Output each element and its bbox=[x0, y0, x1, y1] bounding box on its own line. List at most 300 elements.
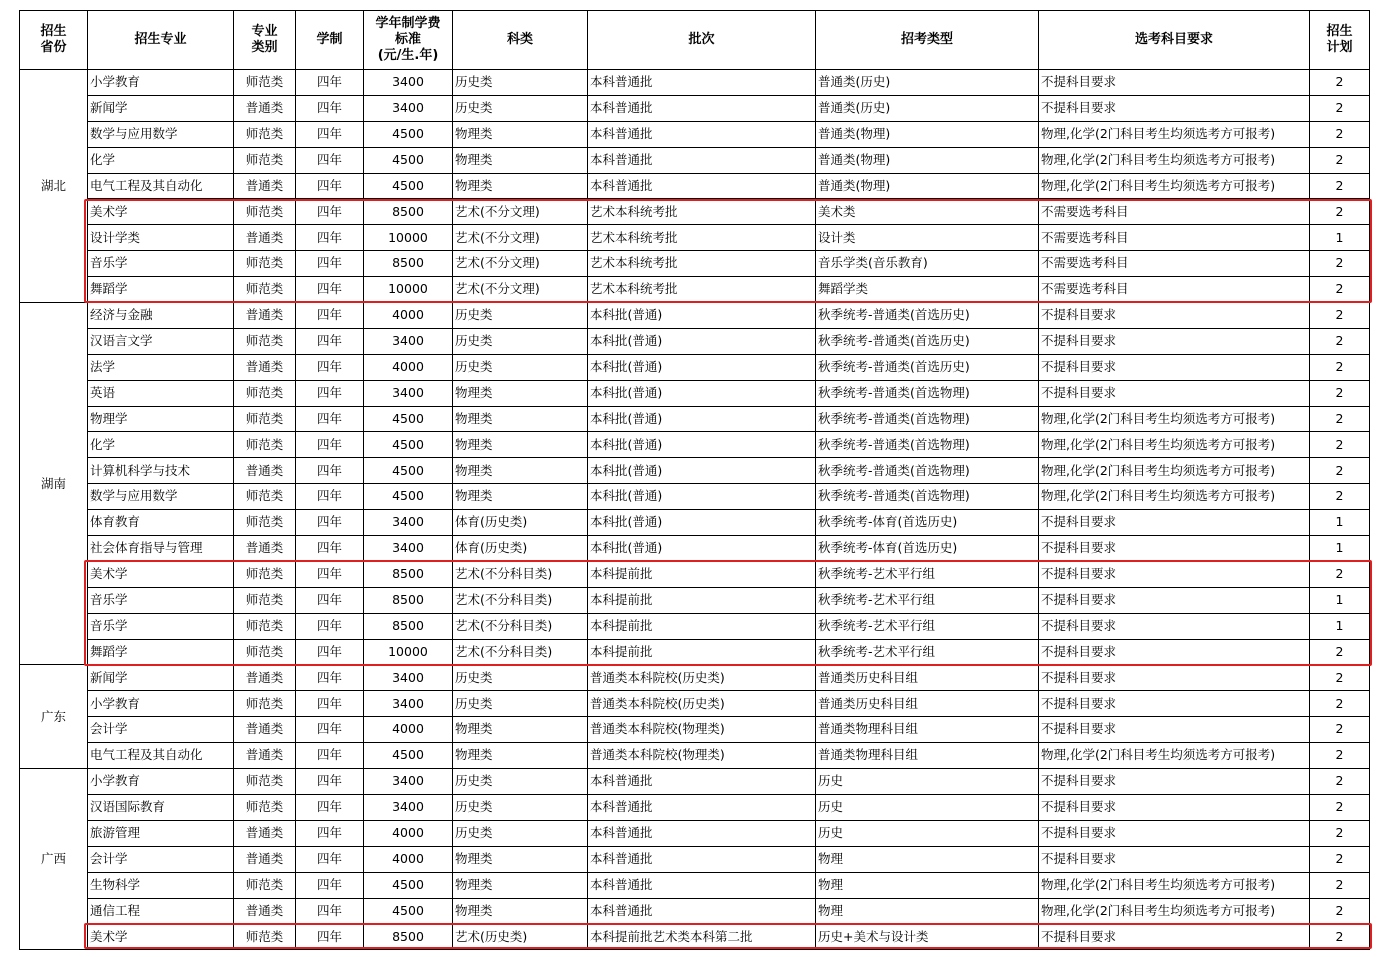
cell-duration: 四年 bbox=[296, 121, 364, 147]
cell-duration: 四年 bbox=[296, 95, 364, 121]
cell-tuition: 3400 bbox=[364, 665, 453, 691]
cell-major: 通信工程 bbox=[88, 898, 234, 924]
cell-tuition: 10000 bbox=[364, 277, 453, 303]
cell-subject-category: 体育(历史类) bbox=[453, 536, 588, 562]
cell-duration: 四年 bbox=[296, 717, 364, 743]
header-major: 招生专业 bbox=[88, 11, 234, 70]
table-row bbox=[20, 510, 1370, 536]
cell-batch: 本科批(普通) bbox=[588, 406, 816, 432]
cell-subject-requirement: 不提科目要求 bbox=[1039, 924, 1310, 950]
cell-subject-category: 物理类 bbox=[453, 898, 588, 924]
cell-subject-requirement: 物理,化学(2门科目考生均须选考方可报考) bbox=[1039, 484, 1310, 510]
cell-exam-type: 历史 bbox=[816, 769, 1039, 795]
cell-subject-category: 艺术(不分科目类) bbox=[453, 613, 588, 639]
cell-tuition: 8500 bbox=[364, 587, 453, 613]
cell-subject-requirement: 不提科目要求 bbox=[1039, 536, 1310, 562]
cell-exam-type: 物理 bbox=[816, 872, 1039, 898]
cell-subject-requirement: 不提科目要求 bbox=[1039, 354, 1310, 380]
cell-duration: 四年 bbox=[296, 536, 364, 562]
cell-major: 电气工程及其自动化 bbox=[88, 173, 234, 199]
cell-exam-type: 秋季统考-体育(首选历史) bbox=[816, 536, 1039, 562]
cell-tuition: 4500 bbox=[364, 147, 453, 173]
cell-major-type: 师范类 bbox=[234, 484, 296, 510]
header-province: 招生 省份 bbox=[20, 11, 88, 70]
cell-batch: 本科提前批 bbox=[588, 613, 816, 639]
province-cell: 广西 bbox=[20, 769, 88, 950]
cell-plan-count: 2 bbox=[1310, 691, 1370, 717]
cell-subject-category: 历史类 bbox=[453, 328, 588, 354]
cell-tuition: 4500 bbox=[364, 173, 453, 199]
table-row bbox=[20, 121, 1370, 147]
cell-major: 小学教育 bbox=[88, 769, 234, 795]
cell-exam-type: 普通类(历史) bbox=[816, 95, 1039, 121]
cell-subject-requirement: 不需要选考科目 bbox=[1039, 277, 1310, 303]
cell-major-type: 师范类 bbox=[234, 613, 296, 639]
table-row bbox=[20, 147, 1370, 173]
cell-major: 设计学类 bbox=[88, 225, 234, 251]
cell-plan-count: 2 bbox=[1310, 820, 1370, 846]
cell-subject-category: 物理类 bbox=[453, 743, 588, 769]
cell-plan-count: 2 bbox=[1310, 561, 1370, 587]
cell-subject-category: 艺术(不分科目类) bbox=[453, 587, 588, 613]
table-row bbox=[20, 769, 1370, 795]
cell-exam-type: 普通类历史科目组 bbox=[816, 665, 1039, 691]
cell-subject-category: 艺术(不分文理) bbox=[453, 277, 588, 303]
cell-duration: 四年 bbox=[296, 147, 364, 173]
cell-exam-type: 普通类(物理) bbox=[816, 173, 1039, 199]
cell-tuition: 8500 bbox=[364, 613, 453, 639]
cell-tuition: 3400 bbox=[364, 794, 453, 820]
cell-subject-category: 物理类 bbox=[453, 872, 588, 898]
cell-batch: 普通类本科院校(历史类) bbox=[588, 665, 816, 691]
cell-major-type: 师范类 bbox=[234, 510, 296, 536]
header-plan-count: 招生 计划 bbox=[1310, 11, 1370, 70]
cell-major: 会计学 bbox=[88, 717, 234, 743]
cell-subject-requirement: 不提科目要求 bbox=[1039, 561, 1310, 587]
cell-exam-type: 舞蹈学类 bbox=[816, 277, 1039, 303]
cell-major-type: 普通类 bbox=[234, 743, 296, 769]
cell-subject-category: 历史类 bbox=[453, 70, 588, 96]
cell-batch: 本科普通批 bbox=[588, 846, 816, 872]
table-row bbox=[20, 251, 1370, 277]
cell-subject-category: 历史类 bbox=[453, 354, 588, 380]
cell-subject-requirement: 不提科目要求 bbox=[1039, 769, 1310, 795]
table-row bbox=[20, 613, 1370, 639]
cell-duration: 四年 bbox=[296, 432, 364, 458]
cell-exam-type: 普通类(物理) bbox=[816, 121, 1039, 147]
cell-plan-count: 2 bbox=[1310, 717, 1370, 743]
cell-batch: 本科提前批艺术类本科第二批 bbox=[588, 924, 816, 950]
cell-subject-requirement: 不需要选考科目 bbox=[1039, 199, 1310, 225]
cell-exam-type: 普通类物理科目组 bbox=[816, 743, 1039, 769]
cell-subject-requirement: 不需要选考科目 bbox=[1039, 251, 1310, 277]
cell-batch: 艺术本科统考批 bbox=[588, 199, 816, 225]
cell-major: 舞蹈学 bbox=[88, 639, 234, 665]
cell-subject-category: 体育(历史类) bbox=[453, 510, 588, 536]
cell-batch: 本科批(普通) bbox=[588, 303, 816, 329]
cell-batch: 普通类本科院校(物理类) bbox=[588, 717, 816, 743]
cell-tuition: 4000 bbox=[364, 820, 453, 846]
cell-major: 汉语言文学 bbox=[88, 328, 234, 354]
cell-major-type: 普通类 bbox=[234, 536, 296, 562]
cell-major: 化学 bbox=[88, 147, 234, 173]
cell-subject-requirement: 物理,化学(2门科目考生均须选考方可报考) bbox=[1039, 432, 1310, 458]
cell-major-type: 师范类 bbox=[234, 147, 296, 173]
cell-subject-category: 历史类 bbox=[453, 95, 588, 121]
cell-major-type: 师范类 bbox=[234, 872, 296, 898]
cell-batch: 本科批(普通) bbox=[588, 484, 816, 510]
cell-plan-count: 2 bbox=[1310, 251, 1370, 277]
cell-major-type: 普通类 bbox=[234, 898, 296, 924]
cell-major: 旅游管理 bbox=[88, 820, 234, 846]
cell-subject-category: 历史类 bbox=[453, 820, 588, 846]
table-row bbox=[20, 691, 1370, 717]
cell-major-type: 普通类 bbox=[234, 820, 296, 846]
cell-plan-count: 2 bbox=[1310, 872, 1370, 898]
cell-batch: 本科提前批 bbox=[588, 639, 816, 665]
cell-plan-count: 2 bbox=[1310, 924, 1370, 950]
cell-major-type: 师范类 bbox=[234, 70, 296, 96]
cell-major: 英语 bbox=[88, 380, 234, 406]
cell-duration: 四年 bbox=[296, 561, 364, 587]
cell-subject-requirement: 物理,化学(2门科目考生均须选考方可报考) bbox=[1039, 898, 1310, 924]
cell-subject-requirement: 不提科目要求 bbox=[1039, 717, 1310, 743]
cell-major: 体育教育 bbox=[88, 510, 234, 536]
province-cell: 湖南 bbox=[20, 303, 88, 665]
header-major-type: 专业 类别 bbox=[234, 11, 296, 70]
cell-exam-type: 普通类物理科目组 bbox=[816, 717, 1039, 743]
cell-subject-category: 物理类 bbox=[453, 717, 588, 743]
cell-plan-count: 2 bbox=[1310, 484, 1370, 510]
cell-subject-category: 物理类 bbox=[453, 121, 588, 147]
cell-subject-requirement: 不提科目要求 bbox=[1039, 587, 1310, 613]
cell-subject-category: 艺术(历史类) bbox=[453, 924, 588, 950]
cell-exam-type: 秋季统考-普通类(首选历史) bbox=[816, 328, 1039, 354]
cell-subject-category: 物理类 bbox=[453, 147, 588, 173]
cell-batch: 本科普通批 bbox=[588, 872, 816, 898]
cell-plan-count: 2 bbox=[1310, 458, 1370, 484]
cell-batch: 本科批(普通) bbox=[588, 432, 816, 458]
cell-exam-type: 秋季统考-普通类(首选物理) bbox=[816, 406, 1039, 432]
cell-exam-type: 秋季统考-艺术平行组 bbox=[816, 613, 1039, 639]
cell-plan-count: 2 bbox=[1310, 277, 1370, 303]
cell-subject-category: 艺术(不分科目类) bbox=[453, 639, 588, 665]
cell-exam-type: 历史 bbox=[816, 820, 1039, 846]
cell-exam-type: 普通类(物理) bbox=[816, 147, 1039, 173]
cell-exam-type: 普通类历史科目组 bbox=[816, 691, 1039, 717]
table-row bbox=[20, 536, 1370, 562]
cell-subject-category: 历史类 bbox=[453, 769, 588, 795]
table-row bbox=[20, 484, 1370, 510]
cell-batch: 本科批(普通) bbox=[588, 328, 816, 354]
cell-batch: 艺术本科统考批 bbox=[588, 225, 816, 251]
cell-major-type: 普通类 bbox=[234, 846, 296, 872]
cell-tuition: 3400 bbox=[364, 510, 453, 536]
header-batch: 批次 bbox=[588, 11, 816, 70]
cell-duration: 四年 bbox=[296, 199, 364, 225]
cell-duration: 四年 bbox=[296, 846, 364, 872]
cell-batch: 本科批(普通) bbox=[588, 458, 816, 484]
cell-major-type: 师范类 bbox=[234, 794, 296, 820]
cell-duration: 四年 bbox=[296, 406, 364, 432]
cell-plan-count: 2 bbox=[1310, 380, 1370, 406]
cell-major: 新闻学 bbox=[88, 95, 234, 121]
cell-exam-type: 历史 bbox=[816, 794, 1039, 820]
cell-batch: 本科普通批 bbox=[588, 95, 816, 121]
cell-subject-requirement: 不提科目要求 bbox=[1039, 70, 1310, 96]
cell-major: 美术学 bbox=[88, 561, 234, 587]
cell-subject-category: 物理类 bbox=[453, 484, 588, 510]
cell-tuition: 3400 bbox=[364, 70, 453, 96]
cell-subject-requirement: 不提科目要求 bbox=[1039, 846, 1310, 872]
cell-subject-requirement: 不提科目要求 bbox=[1039, 95, 1310, 121]
cell-tuition: 4500 bbox=[364, 406, 453, 432]
cell-tuition: 10000 bbox=[364, 225, 453, 251]
cell-subject-category: 物理类 bbox=[453, 846, 588, 872]
cell-major: 计算机科学与技术 bbox=[88, 458, 234, 484]
cell-subject-requirement: 不提科目要求 bbox=[1039, 380, 1310, 406]
cell-subject-category: 艺术(不分文理) bbox=[453, 251, 588, 277]
enrollment-plan-table bbox=[19, 10, 1370, 950]
cell-plan-count: 2 bbox=[1310, 743, 1370, 769]
cell-exam-type: 音乐学类(音乐教育) bbox=[816, 251, 1039, 277]
cell-duration: 四年 bbox=[296, 924, 364, 950]
cell-major-type: 师范类 bbox=[234, 561, 296, 587]
cell-tuition: 8500 bbox=[364, 924, 453, 950]
cell-plan-count: 2 bbox=[1310, 794, 1370, 820]
cell-subject-requirement: 不提科目要求 bbox=[1039, 691, 1310, 717]
cell-tuition: 4500 bbox=[364, 458, 453, 484]
cell-duration: 四年 bbox=[296, 794, 364, 820]
header-subject-category: 科类 bbox=[453, 11, 588, 70]
cell-major-type: 师范类 bbox=[234, 639, 296, 665]
cell-plan-count: 2 bbox=[1310, 406, 1370, 432]
cell-tuition: 3400 bbox=[364, 380, 453, 406]
cell-exam-type: 秋季统考-普通类(首选历史) bbox=[816, 303, 1039, 329]
cell-tuition: 4500 bbox=[364, 743, 453, 769]
table-row bbox=[20, 846, 1370, 872]
cell-plan-count: 2 bbox=[1310, 769, 1370, 795]
cell-plan-count: 2 bbox=[1310, 846, 1370, 872]
cell-batch: 本科批(普通) bbox=[588, 536, 816, 562]
cell-exam-type: 秋季统考-体育(首选历史) bbox=[816, 510, 1039, 536]
cell-tuition: 4500 bbox=[364, 898, 453, 924]
cell-subject-category: 艺术(不分文理) bbox=[453, 199, 588, 225]
cell-tuition: 4000 bbox=[364, 846, 453, 872]
cell-duration: 四年 bbox=[296, 898, 364, 924]
cell-subject-requirement: 物理,化学(2门科目考生均须选考方可报考) bbox=[1039, 872, 1310, 898]
cell-plan-count: 2 bbox=[1310, 328, 1370, 354]
table-row bbox=[20, 95, 1370, 121]
cell-subject-requirement: 不提科目要求 bbox=[1039, 613, 1310, 639]
cell-subject-category: 物理类 bbox=[453, 380, 588, 406]
cell-major: 生物科学 bbox=[88, 872, 234, 898]
cell-plan-count: 1 bbox=[1310, 587, 1370, 613]
cell-major: 会计学 bbox=[88, 846, 234, 872]
cell-batch: 普通类本科院校(物理类) bbox=[588, 743, 816, 769]
cell-exam-type: 普通类(历史) bbox=[816, 70, 1039, 96]
cell-tuition: 8500 bbox=[364, 251, 453, 277]
cell-exam-type: 秋季统考-普通类(首选物理) bbox=[816, 380, 1039, 406]
header-tuition: 学年制学费 标准 (元/生.年) bbox=[364, 11, 453, 70]
cell-batch: 艺术本科统考批 bbox=[588, 277, 816, 303]
cell-plan-count: 2 bbox=[1310, 147, 1370, 173]
cell-plan-count: 2 bbox=[1310, 354, 1370, 380]
table-row bbox=[20, 872, 1370, 898]
table-row bbox=[20, 639, 1370, 665]
cell-major: 社会体育指导与管理 bbox=[88, 536, 234, 562]
header-exam-type: 招考类型 bbox=[816, 11, 1039, 70]
cell-exam-type: 美术类 bbox=[816, 199, 1039, 225]
cell-exam-type: 秋季统考-艺术平行组 bbox=[816, 561, 1039, 587]
cell-subject-category: 历史类 bbox=[453, 794, 588, 820]
cell-major: 汉语国际教育 bbox=[88, 794, 234, 820]
table-row bbox=[20, 173, 1370, 199]
cell-duration: 四年 bbox=[296, 328, 364, 354]
cell-duration: 四年 bbox=[296, 458, 364, 484]
table-row bbox=[20, 665, 1370, 691]
cell-batch: 本科普通批 bbox=[588, 769, 816, 795]
cell-subject-requirement: 不提科目要求 bbox=[1039, 328, 1310, 354]
cell-tuition: 10000 bbox=[364, 639, 453, 665]
cell-major: 音乐学 bbox=[88, 251, 234, 277]
cell-major: 经济与金融 bbox=[88, 303, 234, 329]
cell-tuition: 3400 bbox=[364, 328, 453, 354]
cell-tuition: 4000 bbox=[364, 303, 453, 329]
cell-major: 新闻学 bbox=[88, 665, 234, 691]
cell-major-type: 师范类 bbox=[234, 432, 296, 458]
cell-subject-category: 物理类 bbox=[453, 406, 588, 432]
table-row bbox=[20, 743, 1370, 769]
cell-batch: 普通类本科院校(历史类) bbox=[588, 691, 816, 717]
cell-exam-type: 秋季统考-艺术平行组 bbox=[816, 587, 1039, 613]
cell-plan-count: 2 bbox=[1310, 665, 1370, 691]
cell-major-type: 普通类 bbox=[234, 717, 296, 743]
cell-major: 美术学 bbox=[88, 924, 234, 950]
cell-plan-count: 1 bbox=[1310, 510, 1370, 536]
cell-batch: 本科批(普通) bbox=[588, 510, 816, 536]
table-row bbox=[20, 70, 1370, 96]
cell-tuition: 3400 bbox=[364, 95, 453, 121]
cell-major-type: 师范类 bbox=[234, 691, 296, 717]
cell-major-type: 师范类 bbox=[234, 924, 296, 950]
cell-major-type: 师范类 bbox=[234, 199, 296, 225]
cell-exam-type: 历史+美术与设计类 bbox=[816, 924, 1039, 950]
cell-tuition: 4500 bbox=[364, 484, 453, 510]
cell-major: 音乐学 bbox=[88, 613, 234, 639]
cell-major-type: 师范类 bbox=[234, 121, 296, 147]
cell-subject-category: 艺术(不分科目类) bbox=[453, 561, 588, 587]
cell-subject-requirement: 不提科目要求 bbox=[1039, 639, 1310, 665]
cell-major: 物理学 bbox=[88, 406, 234, 432]
table-row bbox=[20, 717, 1370, 743]
cell-exam-type: 秋季统考-普通类(首选历史) bbox=[816, 354, 1039, 380]
cell-batch: 本科提前批 bbox=[588, 561, 816, 587]
cell-duration: 四年 bbox=[296, 665, 364, 691]
cell-duration: 四年 bbox=[296, 872, 364, 898]
cell-duration: 四年 bbox=[296, 173, 364, 199]
cell-major: 小学教育 bbox=[88, 70, 234, 96]
cell-major-type: 普通类 bbox=[234, 173, 296, 199]
cell-duration: 四年 bbox=[296, 769, 364, 795]
cell-plan-count: 2 bbox=[1310, 95, 1370, 121]
cell-subject-requirement: 不提科目要求 bbox=[1039, 665, 1310, 691]
cell-exam-type: 物理 bbox=[816, 898, 1039, 924]
cell-subject-requirement: 不需要选考科目 bbox=[1039, 225, 1310, 251]
header-subject-requirement: 选考科目要求 bbox=[1039, 11, 1310, 70]
cell-subject-category: 物理类 bbox=[453, 432, 588, 458]
cell-subject-requirement: 不提科目要求 bbox=[1039, 303, 1310, 329]
cell-batch: 本科普通批 bbox=[588, 898, 816, 924]
cell-subject-requirement: 物理,化学(2门科目考生均须选考方可报考) bbox=[1039, 406, 1310, 432]
cell-exam-type: 秋季统考-普通类(首选物理) bbox=[816, 432, 1039, 458]
cell-plan-count: 2 bbox=[1310, 303, 1370, 329]
cell-major-type: 普通类 bbox=[234, 665, 296, 691]
cell-major: 法学 bbox=[88, 354, 234, 380]
cell-duration: 四年 bbox=[296, 251, 364, 277]
cell-duration: 四年 bbox=[296, 484, 364, 510]
cell-plan-count: 2 bbox=[1310, 173, 1370, 199]
cell-major: 美术学 bbox=[88, 199, 234, 225]
table-row bbox=[20, 380, 1370, 406]
table-row bbox=[20, 328, 1370, 354]
cell-exam-type: 物理 bbox=[816, 846, 1039, 872]
cell-tuition: 4500 bbox=[364, 432, 453, 458]
cell-subject-requirement: 物理,化学(2门科目考生均须选考方可报考) bbox=[1039, 743, 1310, 769]
cell-subject-category: 历史类 bbox=[453, 665, 588, 691]
cell-duration: 四年 bbox=[296, 510, 364, 536]
table-row bbox=[20, 199, 1370, 225]
table-row bbox=[20, 561, 1370, 587]
cell-tuition: 4500 bbox=[364, 872, 453, 898]
cell-batch: 本科普通批 bbox=[588, 794, 816, 820]
province-cell: 广东 bbox=[20, 665, 88, 769]
cell-plan-count: 2 bbox=[1310, 639, 1370, 665]
cell-major-type: 师范类 bbox=[234, 769, 296, 795]
cell-tuition: 4000 bbox=[364, 354, 453, 380]
cell-plan-count: 2 bbox=[1310, 199, 1370, 225]
cell-batch: 本科批(普通) bbox=[588, 380, 816, 406]
cell-major: 音乐学 bbox=[88, 587, 234, 613]
cell-plan-count: 2 bbox=[1310, 432, 1370, 458]
header-duration: 学制 bbox=[296, 11, 364, 70]
cell-major: 数学与应用数学 bbox=[88, 121, 234, 147]
cell-subject-category: 物理类 bbox=[453, 458, 588, 484]
cell-duration: 四年 bbox=[296, 587, 364, 613]
cell-batch: 本科批(普通) bbox=[588, 354, 816, 380]
table-row bbox=[20, 794, 1370, 820]
table-row bbox=[20, 225, 1370, 251]
table-row bbox=[20, 820, 1370, 846]
cell-batch: 本科普通批 bbox=[588, 70, 816, 96]
cell-tuition: 4500 bbox=[364, 121, 453, 147]
cell-exam-type: 秋季统考-艺术平行组 bbox=[816, 639, 1039, 665]
cell-tuition: 3400 bbox=[364, 769, 453, 795]
cell-tuition: 8500 bbox=[364, 561, 453, 587]
cell-subject-requirement: 物理,化学(2门科目考生均须选考方可报考) bbox=[1039, 173, 1310, 199]
cell-duration: 四年 bbox=[296, 820, 364, 846]
cell-duration: 四年 bbox=[296, 380, 364, 406]
cell-major-type: 普通类 bbox=[234, 303, 296, 329]
cell-exam-type: 设计类 bbox=[816, 225, 1039, 251]
cell-batch: 本科普通批 bbox=[588, 121, 816, 147]
cell-plan-count: 1 bbox=[1310, 613, 1370, 639]
cell-major-type: 师范类 bbox=[234, 277, 296, 303]
cell-subject-category: 物理类 bbox=[453, 173, 588, 199]
cell-tuition: 8500 bbox=[364, 199, 453, 225]
cell-subject-requirement: 不提科目要求 bbox=[1039, 794, 1310, 820]
cell-major-type: 师范类 bbox=[234, 328, 296, 354]
